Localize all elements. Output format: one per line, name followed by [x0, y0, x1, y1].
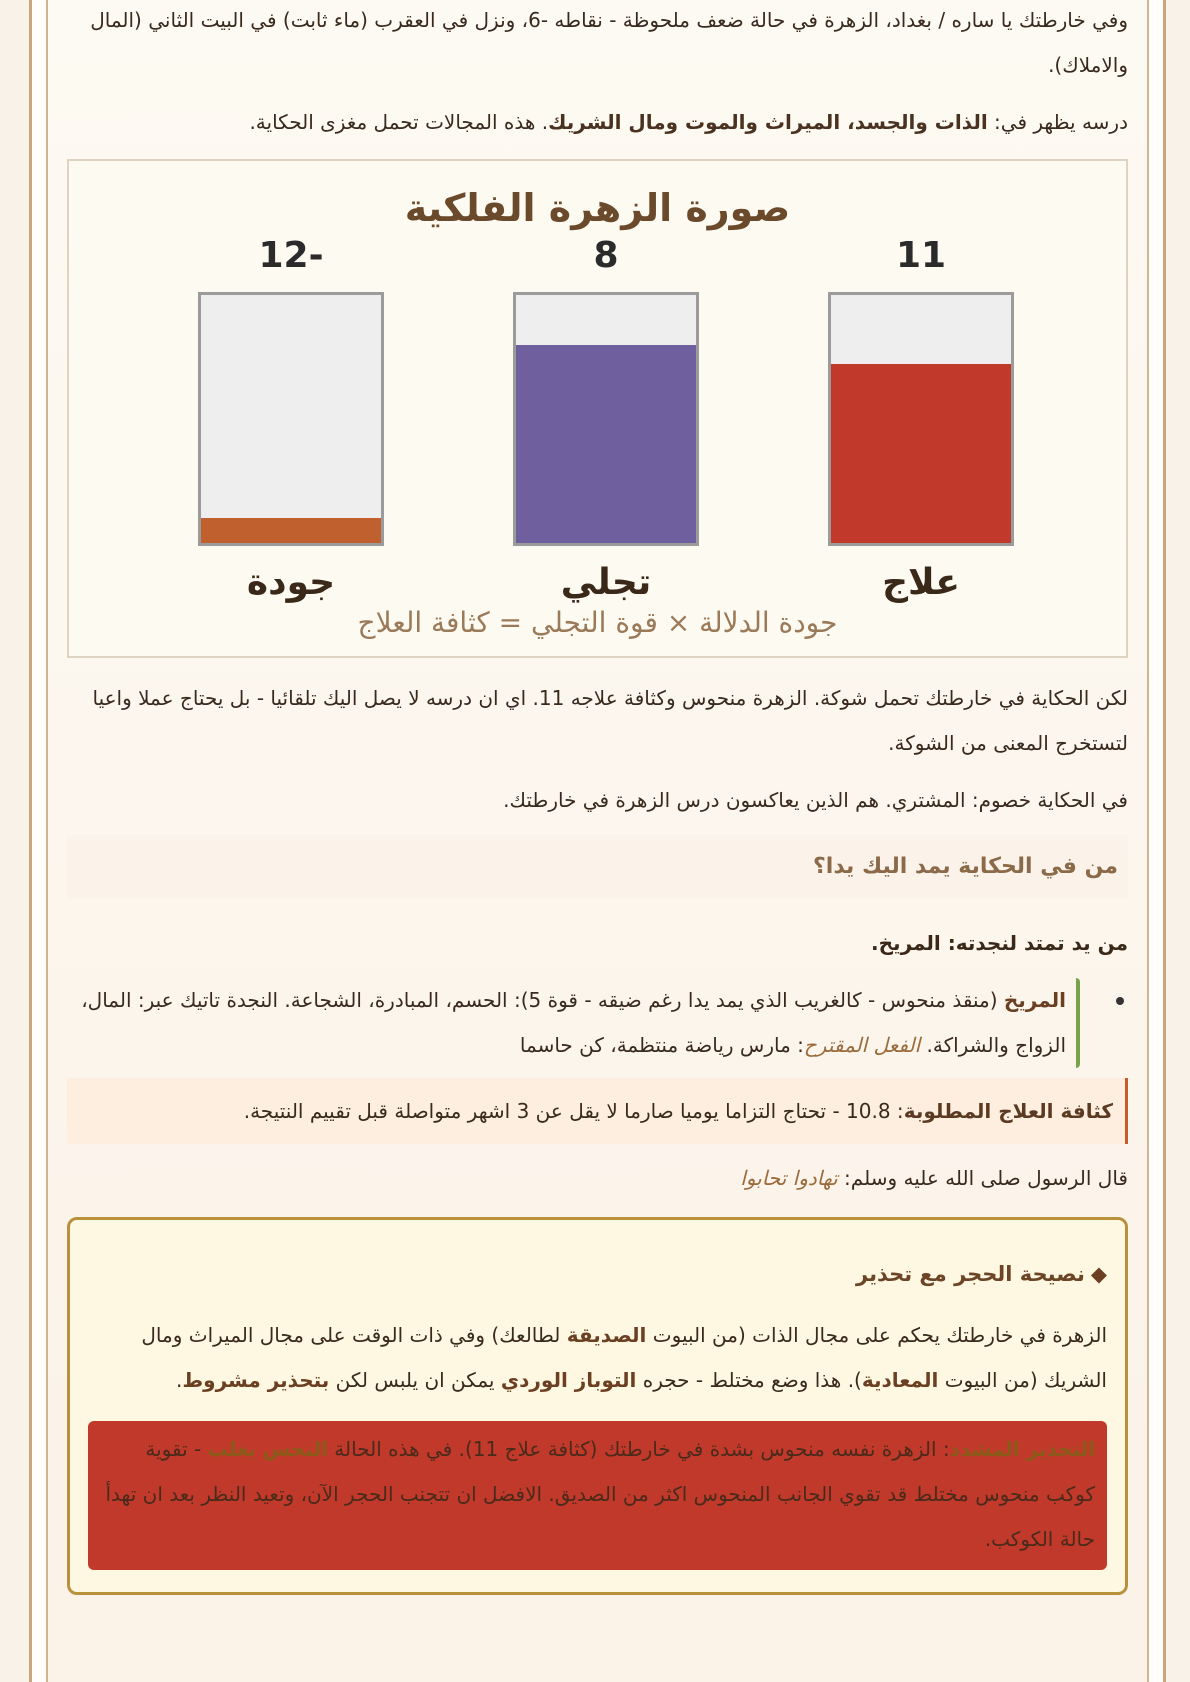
bar-quality: [198, 231, 384, 608]
bar-remedy: [828, 231, 1014, 608]
bar-label: جودة: [246, 562, 336, 603]
bar-value: 12-: [258, 235, 324, 276]
advice-title: ◆نصيحة الحجر مع تحذير: [856, 1262, 1107, 1286]
venus-chart: [67, 159, 1128, 658]
chart-formula: جودة الدلالة × قوة التجلي = كثافة العلاج: [357, 606, 838, 639]
stone-advice-box: [67, 1217, 1128, 1595]
bar-track: [198, 292, 384, 546]
bar-track: [513, 292, 699, 546]
bar-value: 8: [593, 235, 619, 276]
bar-value: 11: [895, 235, 947, 276]
diamond-icon: ◆: [1090, 1262, 1107, 1286]
advice-text: الزهرة في خارطتك يحكم على مجال الذات (من البيوت الصديقة لطالعك) وفي ذات الوقت على مجال الميراث ومال الشريك (من البيوت المعادية). هذا وضع مختلط - حجره التوباز الوردي يمكن ان يلبس لكن بتحذير مشروط.: [141, 1323, 1107, 1392]
intro-paragraph: وفي خارطتك يا ساره / بغداد، الزهرة في حالة ضعف ملحوظة - نقاطه -6، ونزل في العقرب (ماء ثابت) في البيت الثاني (المال والاملاك).: [90, 8, 1128, 77]
helper-heading: من يد تمتد لنجدته: المريخ.: [871, 931, 1128, 955]
bar-label: تجلي: [560, 562, 652, 603]
list-item-mars: المريخ (منقذ منحوس - كالغريب الذي يمد يدا رغم ضيقه - قوة 5): الحسم، المبادرة، الشجاعة. النجدة تاتيك عبر: المال، الزواج والشراكة. الفعل المقترح: مارس رياضة منتظمة، كن حاسما: [67, 978, 1080, 1068]
lesson-domains-paragraph: درسه يظهر في: الذات والجسد، الميراث والموت ومال الشريك. هذه المجالات تحمل مغزى الحكاية.: [249, 110, 1128, 134]
bar-label: علاج: [882, 562, 960, 603]
bar-manifestation: [513, 231, 699, 608]
helper-list: [67, 978, 1128, 1068]
thorn-paragraph: لكن الحكاية في خارطتك تحمل شوكة. الزهرة منحوس وكثافة علاجه 11. اي ان درسه لا يصل اليك تلقائيا - بل يحتاج عملا واعيا لتستخرج المعنى من الشوكة.: [92, 686, 1128, 755]
bullet-icon: [1116, 997, 1124, 1005]
report-content: [67, 0, 1128, 1595]
hadith-quote: قال الرسول صلى الله عليه وسلم: تهادوا تحابوا: [740, 1166, 1128, 1190]
bar-fill: [201, 518, 381, 543]
bar-fill: [516, 345, 696, 543]
severe-warning-box: التحذير المشدد: الزهرة نفسه منحوس بشدة في خارطتك (كثافة علاج 11). في هذه الحالة النحس يغلب - تقوية كوكب منحوس مختلط قد تقوي الجانب المنحوس اكثر من الصديق. الافضل ان تتجنب الحجر الآن، وتعيد النظر بعد ان تهدأ حالة الكوكب.: [88, 1421, 1107, 1570]
lesson-domains: الذات والجسد، الميراث والموت ومال الشريك: [548, 110, 988, 134]
planet-name: المريخ: [1003, 988, 1066, 1012]
suggested-action-label: الفعل المقترح: [803, 1033, 921, 1057]
bar-track: [828, 292, 1014, 546]
opponents-paragraph: في الحكاية خصوم: المشتري. هم الذين يعاكسون درس الزهرة في خارطتك.: [503, 788, 1128, 812]
chart-title: صورة الزهرة الفلكية: [404, 186, 791, 230]
section-question-heading: من في الحكاية يمد اليك يدا؟: [67, 835, 1128, 899]
remedy-intensity-callout: كثافة العلاج المطلوبة: 10.8 - تحتاج التزاما يوميا صارما لا يقل عن 3 اشهر متواصلة قبل تقييم النتيجة.: [67, 1078, 1128, 1144]
bar-fill: [831, 364, 1011, 543]
